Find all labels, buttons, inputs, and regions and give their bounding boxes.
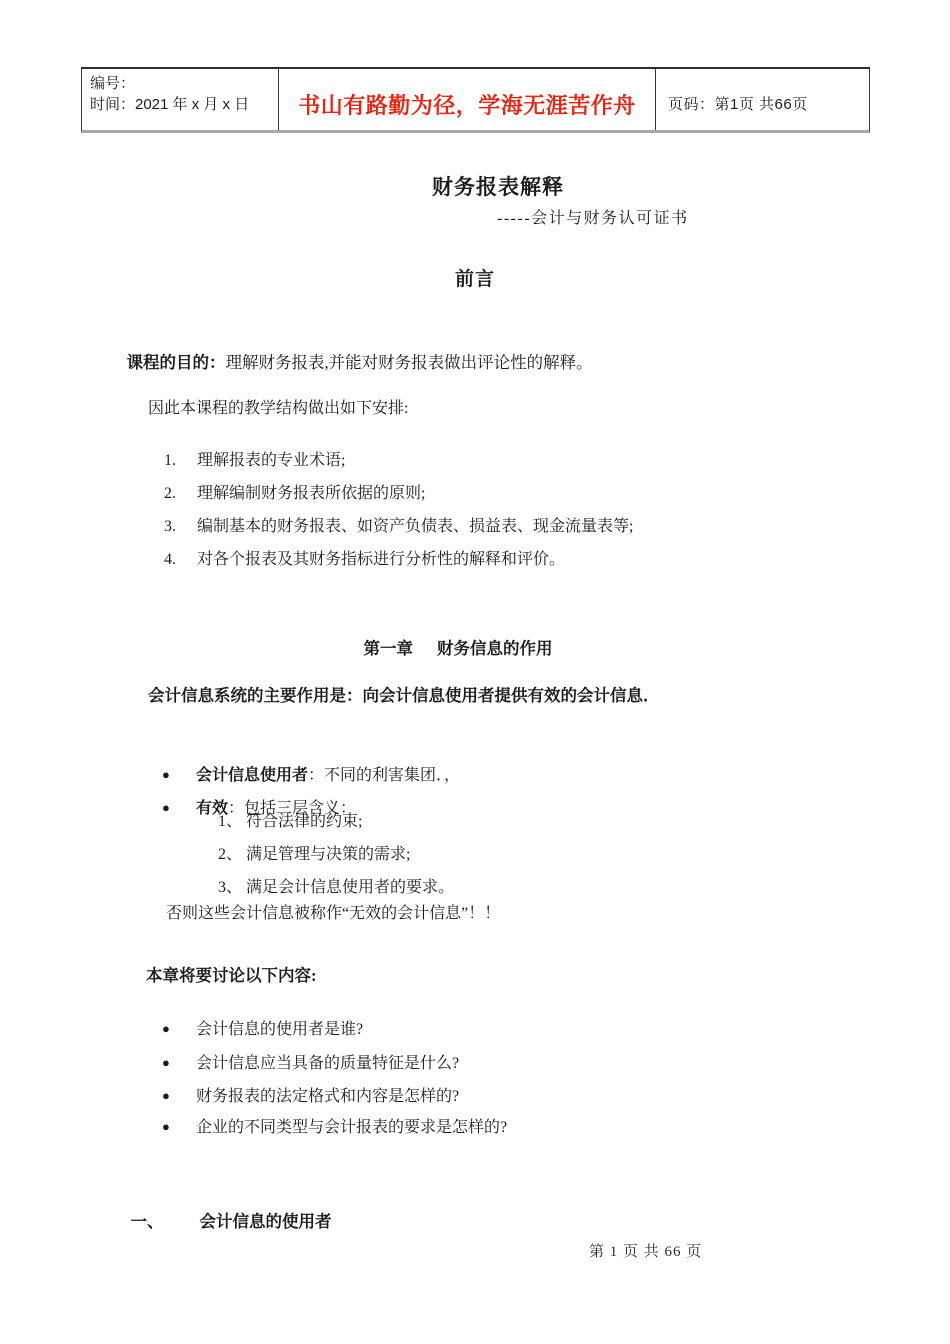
arrangement-intro: 因此本课程的教学结构做出如下安排: [148,400,409,417]
discussion-item-text: 财务报表的法定格式和内容是怎样的? [196,1088,460,1105]
chapter-number: 第一章 [363,638,413,658]
bullet-icon: ● [162,1119,170,1134]
course-purpose-text: 理解财务报表,并能对财务报表做出评论性的解释。 [225,352,593,372]
preface-heading: 前言 [455,269,496,290]
header-page-cell [656,69,869,130]
chapter-intro: 会计信息系统的主要作用是：向会计信息使用者提供有效的会计信息． [148,686,660,705]
discussion-item [146,1098,507,1158]
discussion-heading: 本章将要讨论以下内容: [146,966,317,985]
item-text: 编制基本的财务报表、如资产负债表、损益表、现金流量表等; [197,518,634,535]
sub-point-item: 2、 满足管理与决策的需求; [218,846,411,863]
course-purpose-line [110,332,593,394]
item-text: 理解报表的专业术语; [197,452,346,469]
item-number: 3. [164,518,176,535]
course-purpose-label: 课程的目的： [126,352,226,372]
sub-point-item: 3、 满足会计信息使用者的要求。 [218,879,455,896]
header-number-label: 编号： [90,75,136,92]
header-id-cell [82,69,279,130]
discussion-item-text: 会计信息的使用者是谁? [196,1021,364,1038]
item-text: 理解编制财务报表所依据的原则; [197,485,426,502]
bullet-icon: ● [162,1055,170,1070]
section-number: 一、 [130,1211,164,1231]
item-number: 4. [164,551,176,568]
note-line: 否则这些会计信息被称作“无效的会计信息”！！ [166,905,501,922]
header-page-info: 页码：第1页 共66页 [668,96,808,113]
item-number: 2. [164,485,176,502]
discussion-item-text: 企业的不同类型与会计报表的要求是怎样的? [196,1119,508,1136]
page-title: 财务报表解释 [432,175,564,199]
page-subtitle: -----会计与财务认可证书 [497,210,689,227]
arrangement-item [148,530,565,590]
section-heading [114,1191,332,1253]
bullet-icon: ● [162,800,170,815]
section-title: 会计信息的使用者 [199,1211,332,1231]
chapter-heading [347,618,553,680]
key-point-label: 会计信息使用者 [196,767,309,784]
item-number: 1. [164,452,176,469]
bullet-icon: ● [162,1021,170,1036]
header-table [81,67,870,133]
key-point-text: ：包括三层含义： [228,800,357,817]
bullet-icon: ● [162,1088,170,1103]
sub-point-item: 1、 符合法律的约束; [218,813,363,830]
discussion-item-text: 会计信息应当具备的质量特征是什么? [196,1055,460,1072]
item-text: 对各个报表及其财务指标进行分析性的解释和评价。 [197,551,566,568]
header-motto-cell [279,69,656,130]
key-point-label: 有效 [196,800,229,817]
key-point-text: ：不同的利害集团．， [308,767,461,784]
bullet-icon: ● [162,767,170,782]
page-footer: 第 1 页 共 66 页 [589,1244,703,1260]
header-date-label: 时间：2021 年 x 月 x 日 [90,96,250,113]
chapter-title: 财务信息的作用 [437,638,553,658]
header-motto-text: 书山有路勤为径，学海无涯苦作舟 [298,93,636,118]
